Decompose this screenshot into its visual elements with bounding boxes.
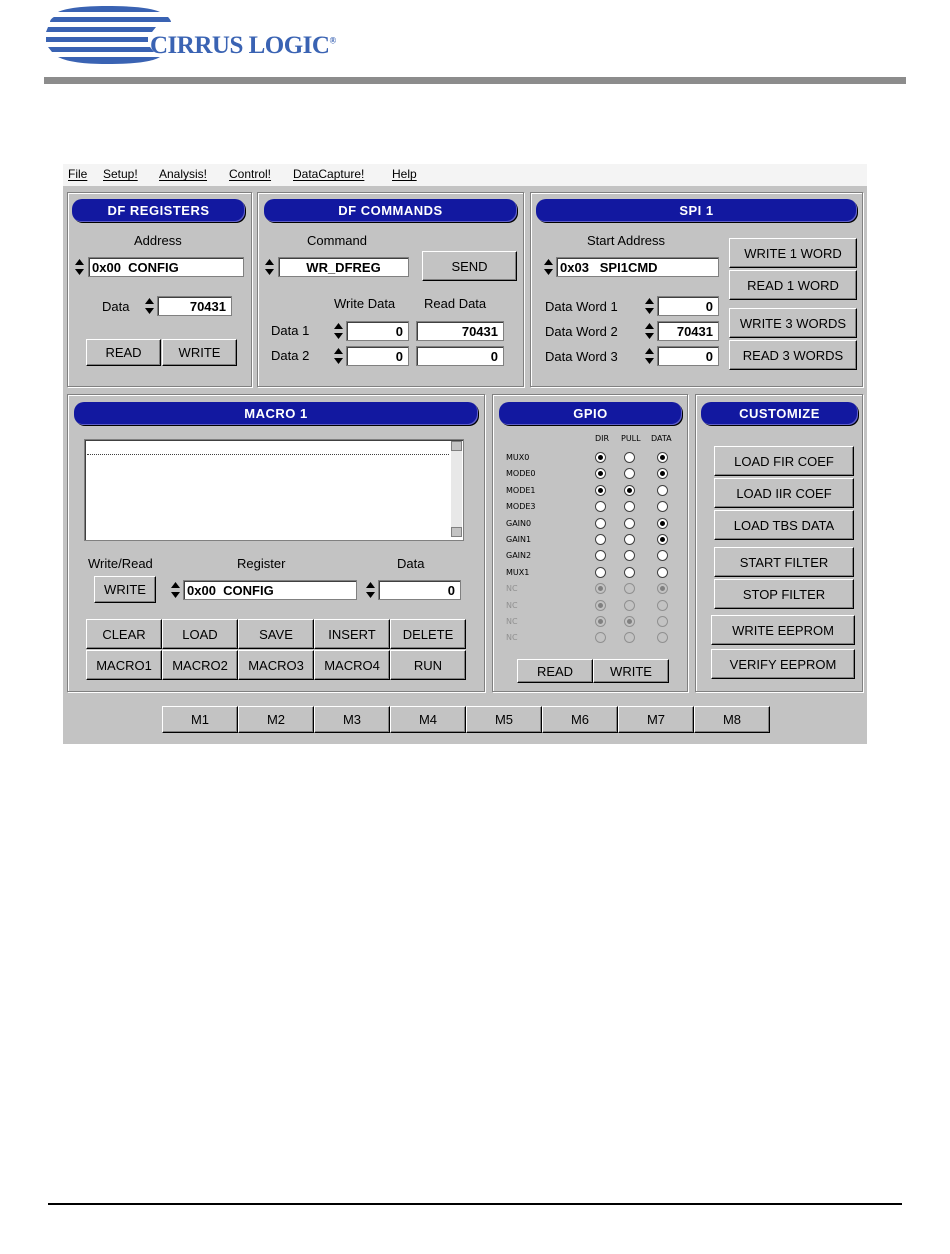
macro-data-spinner-icon[interactable]	[365, 580, 376, 600]
gpio-data-radio	[657, 632, 668, 643]
gpio-col-dir: DIR	[595, 434, 610, 443]
scroll-up-icon[interactable]	[451, 441, 462, 451]
gpio-dir-radio[interactable]	[595, 452, 606, 463]
gpio-data-radio	[657, 600, 668, 611]
load-fir-coef-button[interactable]: LOAD FIR COEF	[714, 446, 854, 476]
menu-file[interactable]: File	[68, 167, 88, 181]
gpio-pull-radio[interactable]	[624, 501, 635, 512]
register-spinner-icon[interactable]	[170, 580, 181, 600]
gpio-row-label: NC	[506, 601, 518, 610]
word2-spinner-icon[interactable]	[644, 321, 655, 341]
gpio-dir-radio[interactable]	[595, 468, 606, 479]
header-rule	[44, 77, 906, 84]
gpio-row-label: GAIN2	[506, 551, 532, 560]
menu-help[interactable]: Help	[392, 167, 417, 181]
gpio-row-label: MUX0	[506, 453, 530, 462]
start-filter-button[interactable]: START FILTER	[714, 547, 854, 577]
customize-title: CUSTOMIZE	[701, 402, 858, 425]
macro1-title: MACRO 1	[74, 402, 478, 425]
menu-bar	[63, 164, 867, 186]
spi1-title: SPI 1	[536, 199, 857, 222]
gpio-data-radio[interactable]	[657, 550, 668, 561]
gpio-dir-radio[interactable]	[595, 485, 606, 496]
read-1-word-button[interactable]: READ 1 WORD	[729, 270, 857, 300]
macro-list[interactable]	[84, 439, 464, 541]
m1-button[interactable]: M1	[162, 706, 238, 733]
macro2-button[interactable]: MACRO2	[162, 650, 238, 680]
m8-button[interactable]: M8	[694, 706, 770, 733]
gpio-write-button[interactable]: WRITE	[593, 659, 669, 683]
m7-button[interactable]: M7	[618, 706, 694, 733]
run-button[interactable]: RUN	[390, 650, 466, 680]
gpio-pull-radio	[624, 632, 635, 643]
start-address-field[interactable]: 0x03 SPI1CMD	[556, 257, 719, 277]
load-iir-coef-button[interactable]: LOAD IIR COEF	[714, 478, 854, 508]
menu-datacapture[interactable]: DataCapture!	[293, 167, 365, 181]
stop-filter-button[interactable]: STOP FILTER	[714, 579, 854, 609]
spi1-panel	[530, 192, 863, 387]
address-spinner-icon[interactable]	[74, 257, 85, 277]
gpio-row-label: MODE1	[506, 486, 536, 495]
command-spinner-icon[interactable]	[264, 257, 275, 277]
gpio-panel	[492, 394, 688, 692]
macro4-button[interactable]: MACRO4	[314, 650, 390, 680]
insert-button[interactable]: INSERT	[314, 619, 390, 649]
verify-eeprom-button[interactable]: VERIFY EEPROM	[711, 649, 855, 679]
footer-rule	[48, 1203, 902, 1205]
m5-button[interactable]: M5	[466, 706, 542, 733]
send-button[interactable]: SEND	[422, 251, 517, 281]
data-label: Data	[102, 299, 130, 314]
logo-wordmark: CIRRUS LOGIC®	[150, 32, 336, 59]
menu-control[interactable]: Control!	[229, 167, 272, 181]
gpio-data-radio[interactable]	[657, 534, 668, 545]
gpio-col-data: DATA	[651, 434, 672, 443]
gpio-pull-radio[interactable]	[624, 534, 635, 545]
macro1-panel	[67, 394, 485, 692]
gpio-pull-radio	[624, 600, 635, 611]
gpio-pull-radio[interactable]	[624, 452, 635, 463]
menu-analysis[interactable]: Analysis!	[159, 167, 208, 181]
m2-button[interactable]: M2	[238, 706, 314, 733]
word1-spinner-icon[interactable]	[644, 296, 655, 316]
command-label: Command	[307, 233, 367, 248]
gpio-row-label: MODE3	[506, 502, 536, 511]
gpio-row-label: MUX1	[506, 568, 530, 577]
gpio-row-label: GAIN1	[506, 535, 532, 544]
m6-button[interactable]: M6	[542, 706, 618, 733]
gpio-pull-radio[interactable]	[624, 567, 635, 578]
gpio-pull-radio	[624, 616, 635, 627]
data1-read-field: 70431	[416, 321, 504, 341]
data2-label: Data 2	[271, 348, 310, 363]
gpio-data-radio[interactable]	[657, 501, 668, 512]
gpio-row-label: MODE0	[506, 469, 536, 478]
gpio-dir-radio[interactable]	[595, 518, 606, 529]
word3-field[interactable]: 0	[657, 346, 719, 366]
gpio-row-label: GAIN0	[506, 519, 532, 528]
write-eeprom-button[interactable]: WRITE EEPROM	[711, 615, 855, 645]
word1-field[interactable]: 0	[657, 296, 719, 316]
df-commands-title: DF COMMANDS	[264, 199, 517, 222]
macro1-button[interactable]: MACRO1	[86, 650, 162, 680]
gpio-pull-radio[interactable]	[624, 518, 635, 529]
write-data-label: Write Data	[334, 296, 396, 311]
gpio-col-pull: PULL	[621, 434, 641, 443]
df-write-button[interactable]: WRITE	[162, 339, 237, 366]
register-label: Register	[237, 556, 286, 571]
register-field[interactable]: 0x00 CONFIG	[183, 580, 357, 600]
gpio-data-radio	[657, 616, 668, 627]
word2-field[interactable]: 70431	[657, 321, 719, 341]
gpio-dir-radio[interactable]	[595, 534, 606, 545]
gpio-data-radio[interactable]	[657, 518, 668, 529]
data2-read-field: 0	[416, 346, 504, 366]
gpio-title: GPIO	[499, 402, 682, 425]
word1-label: Data Word 1	[545, 299, 618, 314]
command-field[interactable]: WR_DFREG	[278, 257, 409, 277]
gpio-read-button[interactable]: READ	[517, 659, 593, 683]
m4-button[interactable]: M4	[390, 706, 466, 733]
macro-list-selection	[87, 454, 449, 455]
gpio-data-radio[interactable]	[657, 485, 668, 496]
gpio-pull-radio[interactable]	[624, 550, 635, 561]
word3-label: Data Word 3	[545, 349, 618, 364]
macro-data-label: Data	[397, 556, 425, 571]
data-field[interactable]: 70431	[157, 296, 232, 316]
data1-label: Data 1	[271, 323, 310, 338]
load-tbs-data-button[interactable]: LOAD TBS DATA	[714, 510, 854, 540]
gpio-dir-radio[interactable]	[595, 501, 606, 512]
macro-write-button[interactable]: WRITE	[94, 576, 156, 603]
data2-spinner-icon[interactable]	[333, 346, 344, 366]
data1-write-field[interactable]: 0	[346, 321, 409, 341]
gpio-pull-radio	[624, 583, 635, 594]
gpio-row-label: NC	[506, 617, 518, 626]
m3-button[interactable]: M3	[314, 706, 390, 733]
start-address-label: Start Address	[587, 233, 666, 248]
df-registers-title: DF REGISTERS	[72, 199, 245, 222]
df-commands-panel	[257, 192, 524, 387]
macro3-button[interactable]: MACRO3	[238, 650, 314, 680]
macro-list-scrollbar[interactable]	[451, 441, 462, 537]
clear-button[interactable]: CLEAR	[86, 619, 162, 649]
delete-button[interactable]: DELETE	[390, 619, 466, 649]
write-3-words-button[interactable]: WRITE 3 WORDS	[729, 308, 857, 338]
df-registers-panel	[67, 192, 252, 387]
start-address-spinner-icon[interactable]	[543, 257, 554, 277]
gpio-pull-radio[interactable]	[624, 468, 635, 479]
gpio-row-label: NC	[506, 633, 518, 642]
load-button[interactable]: LOAD	[162, 619, 238, 649]
gpio-dir-radio	[595, 632, 606, 643]
gpio-data-radio	[657, 583, 668, 594]
word2-label: Data Word 2	[545, 324, 618, 339]
gpio-data-radio[interactable]	[657, 468, 668, 479]
customize-panel	[695, 394, 863, 692]
read-data-label: Read Data	[424, 296, 487, 311]
gpio-data-radio[interactable]	[657, 567, 668, 578]
gpio-dir-radio[interactable]	[595, 567, 606, 578]
gpio-dir-radio[interactable]	[595, 550, 606, 561]
gpio-dir-radio	[595, 616, 606, 627]
write-1-word-button[interactable]: WRITE 1 WORD	[729, 238, 857, 268]
app-window	[63, 164, 867, 744]
menu-setup[interactable]: Setup!	[103, 167, 138, 181]
gpio-dir-radio	[595, 583, 606, 594]
df-read-button[interactable]: READ	[86, 339, 161, 366]
macro-data-field[interactable]: 0	[378, 580, 461, 600]
data-spinner-icon[interactable]	[144, 296, 155, 316]
address-label: Address	[134, 233, 182, 248]
gpio-row-label: NC	[506, 584, 518, 593]
scroll-down-icon[interactable]	[451, 527, 462, 537]
gpio-dir-radio	[595, 600, 606, 611]
data1-spinner-icon[interactable]	[333, 321, 344, 341]
save-button[interactable]: SAVE	[238, 619, 314, 649]
gpio-pull-radio[interactable]	[624, 485, 635, 496]
address-field[interactable]: 0x00 CONFIG	[88, 257, 244, 277]
word3-spinner-icon[interactable]	[644, 346, 655, 366]
gpio-data-radio[interactable]	[657, 452, 668, 463]
write-read-label: Write/Read	[88, 556, 153, 571]
read-3-words-button[interactable]: READ 3 WORDS	[729, 340, 857, 370]
data2-write-field[interactable]: 0	[346, 346, 409, 366]
